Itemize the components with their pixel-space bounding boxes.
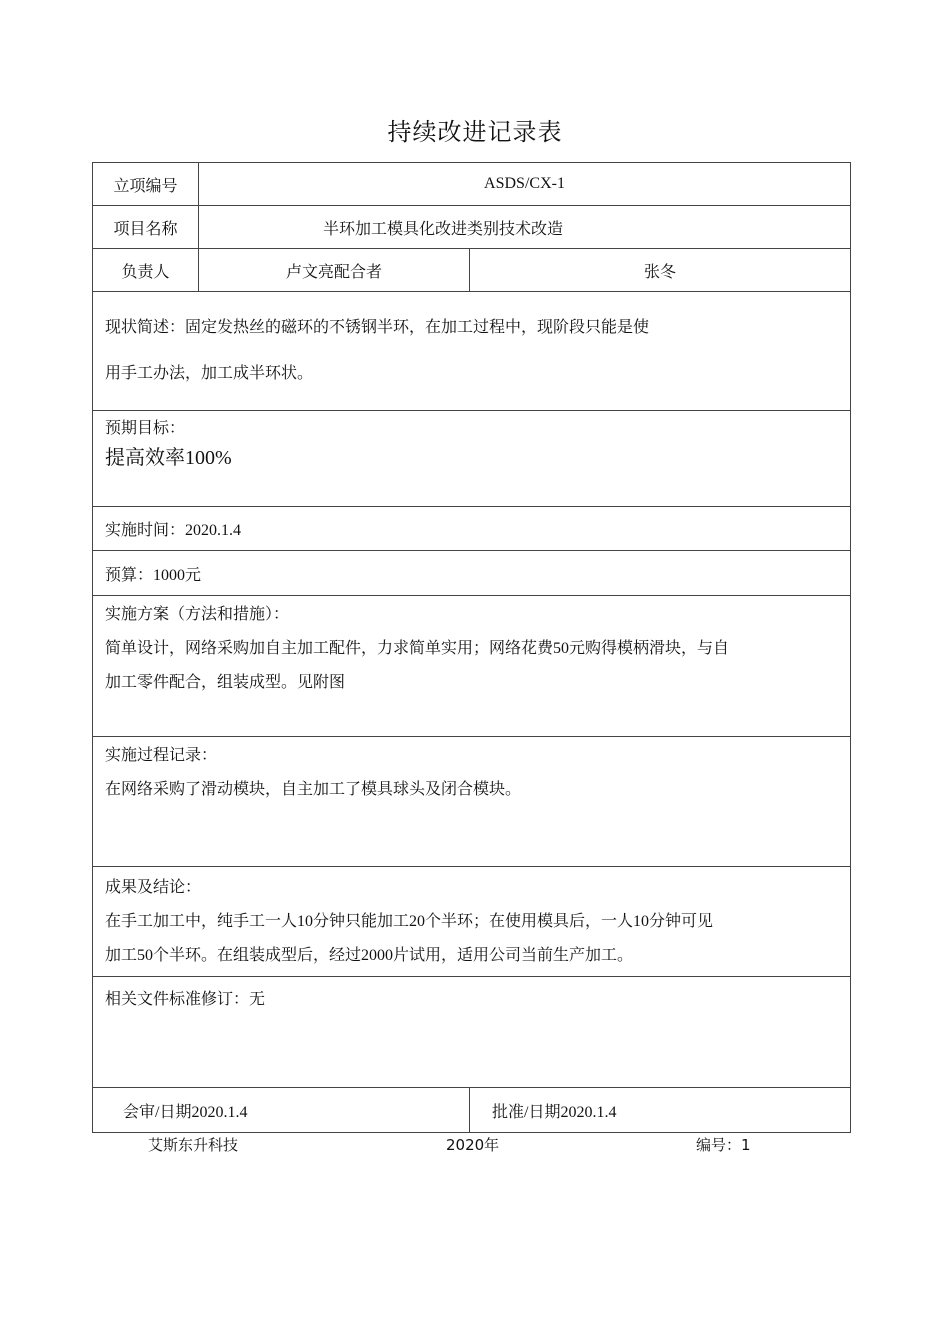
review-date: 会审/日期2020.1.4	[93, 1088, 470, 1133]
owner-name: 张冬	[470, 249, 851, 292]
approve-date: 批准/日期2020.1.4	[470, 1088, 851, 1133]
row-budget	[93, 551, 851, 596]
status-cell	[93, 292, 851, 411]
footer-number: 编号：1	[696, 1136, 751, 1154]
process-label: 实施过程记录：	[105, 747, 218, 764]
status-text-2: 用手工办法，加工成半环状。	[105, 365, 314, 382]
budget: 预算：1000元	[93, 551, 851, 596]
result-text-2: 加工50个半环。在组装成型后，经过2000片试用，适用公司当前生产加工。	[105, 947, 634, 964]
project-no-value: ASDS/CX-1	[199, 163, 851, 206]
goal-cell	[93, 411, 851, 507]
row-project-no	[93, 163, 851, 206]
record-table	[92, 162, 851, 1133]
page-title: 持续改进记录表	[387, 120, 563, 146]
process-cell	[93, 737, 851, 867]
project-no-label: 立项编号	[93, 163, 199, 206]
row-signoff	[93, 1088, 851, 1133]
row-status	[93, 292, 851, 411]
row-result	[93, 867, 851, 977]
related-docs: 相关文件标准修订：无	[93, 977, 851, 1088]
plan-text-1: 简单设计，网络采购加自主加工配件，力求简单实用；网络花费50元购得模柄滑块，与自	[105, 640, 730, 657]
plan-label: 实施方案（方法和措施）：	[105, 606, 290, 623]
result-label: 成果及结论：	[105, 879, 202, 896]
goal-label: 预期目标：	[105, 420, 186, 437]
result-text-1: 在手工加工中，纯手工一人10分钟只能加工20个半环；在使用模具后，一人10分钟可见	[105, 913, 714, 930]
row-owner	[93, 249, 851, 292]
result-cell	[93, 867, 851, 977]
owner-cooperator: 卢文亮配合者	[199, 249, 470, 292]
project-name-value: 半环加工模具化改进类别技术改造	[199, 206, 851, 249]
impl-time: 实施时间：2020.1.4	[93, 507, 851, 551]
plan-text-2: 加工零件配合，组装成型。见附图	[105, 674, 346, 691]
footer-company: 艾斯东升科技	[148, 1136, 239, 1154]
row-project-name	[93, 206, 851, 249]
row-process	[93, 737, 851, 867]
page-footer	[0, 1134, 950, 1156]
owner-label: 负责人	[93, 249, 199, 292]
row-impl-time	[93, 507, 851, 551]
plan-cell	[93, 596, 851, 737]
row-related-docs	[93, 977, 851, 1088]
status-label: 现状简述：	[105, 319, 186, 336]
project-name-label: 项目名称	[93, 206, 199, 249]
row-goal	[93, 411, 851, 507]
row-plan	[93, 596, 851, 737]
goal-text: 提高效率100%	[105, 447, 232, 469]
process-text: 在网络采购了滑动模块，自主加工了模具球头及闭合模块。	[105, 781, 522, 798]
footer-year: 2020年	[446, 1136, 500, 1154]
status-text-1: 固定发热丝的磁环的不锈钢半环，在加工过程中，现阶段只能是使	[185, 319, 650, 336]
